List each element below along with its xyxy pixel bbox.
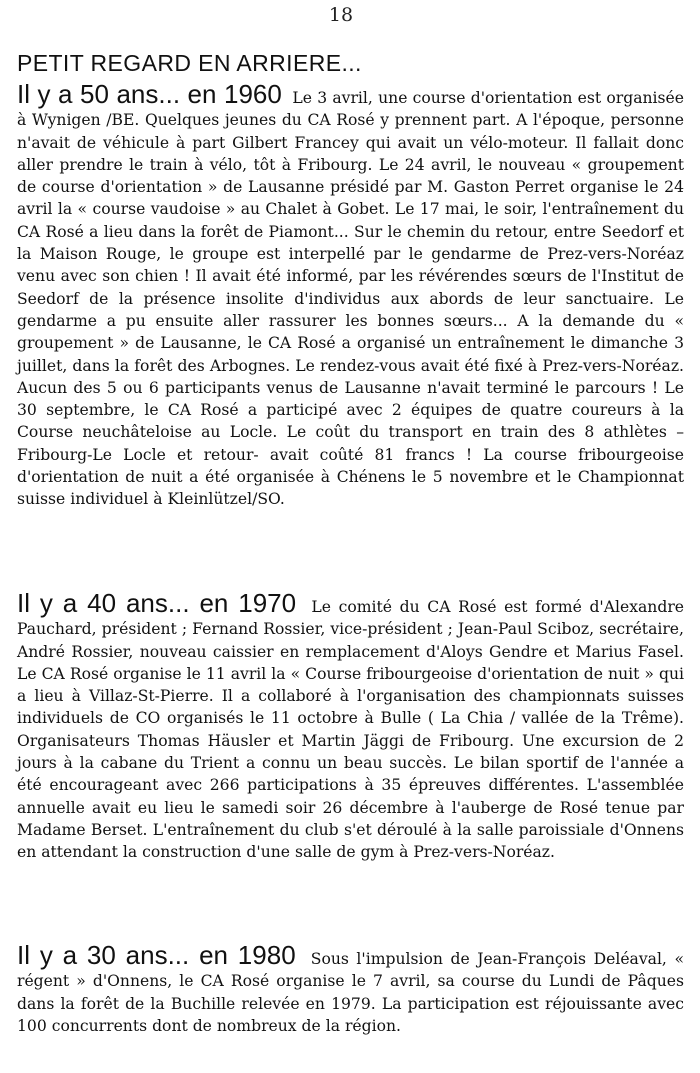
section-1960 — [17, 79, 685, 511]
page-number: 18 — [328, 4, 354, 26]
section-heading-1970: Il y a 40 ans... en 1970 — [17, 588, 297, 618]
section-text-1980: Sous l'impulsion de Jean-François Deléaval, « régent » d'Onnens, le CA Rosé organise le 7 avril, sa course du Lundi de Pâques dans la forêt de la Buchille relevée en 1979. La participation est réjouissante avec 100 concurrents dont de nombreux de la région. — [17, 950, 684, 1035]
section-text-1970: Le comité du CA Rosé est formé d'Alexandre Pauchard, président ; Fernand Rossier, vice-président ; Jean-Paul Sciboz, secrétaire, André Rossier, nouveau caissier en remplacement d'Aloys Gendre et Marius Fasel. Le CA Rosé organise le 11 avril la « Course fribourgeoise d'orientation de nuit » qui a lieu à Villaz-St-Pierre. Il a collaboré à l'organisation des championnats suisses individuels de CO organisés le 11 octobre à Bulle ( La Chia / vallée de la Trême). Organisateurs Thomas Häusler et Martin Jäggi de Fribourg. Une excursion de 2 jours à la cabane du Trient a connu un beau succès. Le bilan sportif de l'année a été encourageant avec 266 participations à 35 épreuves différentes. L'assemblée annuelle avait eu lieu le samedi soir 26 décembre à l'auberge de Rosé tenue par Madame Berset. L'entraînement du club s'et déroulé à la salle paroissiale d'Onnens en attendant la construction d'une salle de gym à Prez-vers-Noréaz. — [17, 598, 684, 862]
section-1970 — [17, 588, 684, 864]
page-title: PETIT REGARD EN ARRIERE... — [17, 50, 362, 76]
section-heading-1980: Il y a 30 ans... en 1980 — [17, 940, 296, 970]
section-1980 — [17, 940, 684, 1037]
section-text-1960: Le 3 avril, une course d'orientation est organisée à Wynigen /BE. Quelques jeunes du CA Rosé y prennent part. A l'époque, personne n'avait de véhicule à part Gilbert Francey qui avait un vélo-moteur. Il fallait donc aller prendre le train à vélo, tôt à Fribourg. Le 24 avril, le nouveau « groupement de course d'orientation » de Lausanne présidé par M. Gaston Perret organise le 24 avril la « course vaudoise » au Chalet à Gobet. Le 17 mai, le soir, l'entraînement du CA Rosé a lieu dans la forêt de Piamont... Sur le chemin du retour, entre Seedorf et la Maison Rouge, le groupe est interpellé par le gendarme de Prez-vers-Noréaz venu avec son chien ! Il avait été informé, par les révérendes sœurs de l'Institut de Seedorf de la présence insolite d'individus aux abords de leur sanctuaire. Le gendarme a pu ensuite aller rassurer les bonnes sœurs... A la demande du « groupement » de Lausanne, le CA Rosé a organisé un entraînement le dimanche 3 juillet, dans la forêt des Arbognes. Le rendez-vous avait été fixé à Prez-vers-Noréaz. Aucun des 5 ou 6 participants venus de Lausanne n'avait terminé le parcours ! Le 30 septembre, le CA Rosé a participé avec 2 équipes de quatre coureurs à la Course neuchâteloise au Locle. Le coût du transport en train des 8 athlètes – Fribourg-Le Locle et retour- avait coûté 81 francs ! La course fribourgeoise d'orientation de nuit a été organisée à Chénens le 5 novembre et le Championnat suisse individuel à Kleinlützel/SO. — [17, 89, 685, 509]
section-heading-1960: Il y a 50 ans... en 1960 — [17, 79, 282, 109]
